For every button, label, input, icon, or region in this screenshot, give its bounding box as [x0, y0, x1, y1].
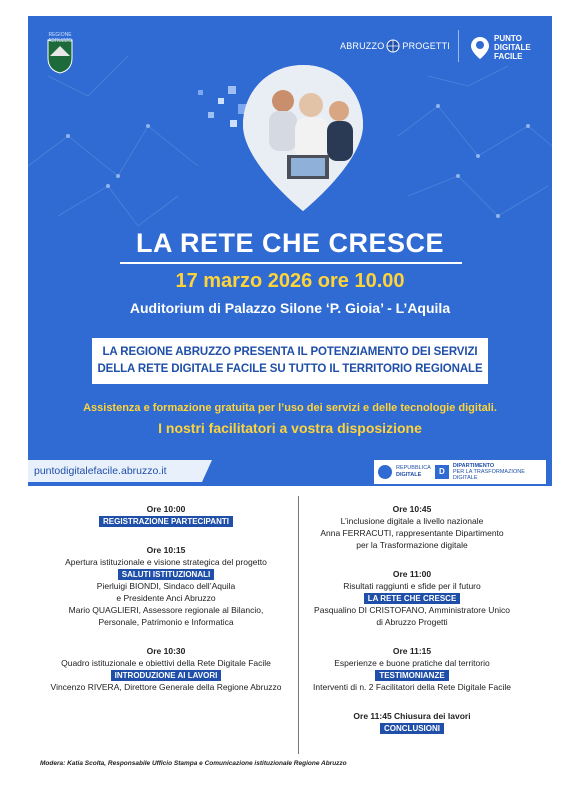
- program-line: Esperienze e buone pratiche dal territorio: [334, 658, 490, 668]
- program-tag: REGISTRAZIONE PARTECIPANTI: [99, 516, 233, 527]
- moderator-note: Modera: Katia Scolta, Responsabile Ufficio Stampa e Comunicazione istituzionale Regione Abruzzo: [40, 760, 347, 767]
- event-date: 17 marzo 2026 ore 10.00: [175, 270, 405, 292]
- program-item: [282, 645, 542, 693]
- program-tag: CONCLUSIONI: [380, 723, 444, 734]
- punto-text: PUNTO: [494, 34, 522, 43]
- program-line: per la Trasformazione digitale: [356, 540, 468, 550]
- abruzzo-progetti-logo: [340, 38, 459, 54]
- program-item: [282, 568, 542, 628]
- program-item: [282, 710, 542, 734]
- program-time: Ore 11:15: [392, 646, 432, 656]
- team-photo-pin-image: [239, 63, 367, 213]
- program-tag: TESTIMONIANZE: [375, 670, 448, 681]
- location-pin-icon: [470, 36, 490, 60]
- assistance-text: Assistenza e formazione gratuita per l’uso dei servizi e delle tecnologie digitali.: [83, 402, 497, 414]
- facilitators-text: I nostri facilitatori a vostra disposizione: [158, 420, 422, 436]
- program-line: Apertura istituzionale e visione strategica del progetto: [65, 557, 267, 567]
- program-line: Quadro istituzionale e obiettivi della Rete Digitale Facile: [61, 658, 271, 668]
- program-time: Ore 11:45 Chiusura dei lavori: [353, 711, 471, 721]
- program-time: Ore 10:45: [392, 504, 432, 514]
- program-item: [36, 645, 296, 693]
- program-line: Pierluigi BIONDI, Sindaco dell’Aquila: [96, 581, 236, 591]
- program-line: L’inclusione digitale a livello nazionale: [340, 516, 484, 526]
- program-line: di Abruzzo Progetti: [376, 617, 448, 627]
- announcement-line-1: LA REGIONE ABRUZZO PRESENTA IL POTENZIAMENTO DEI SERVIZI: [102, 346, 478, 358]
- program-line: Vincenzo RIVERA, Direttore Generale della Regione Abruzzo: [50, 682, 282, 692]
- program-line: Pasqualino DI CRISTOFANO, Amministratore Unico: [314, 605, 510, 615]
- website-link[interactable]: puntodigitalefacile.abruzzo.it: [28, 460, 202, 482]
- dipartimento-text: DIPARTIMENTO: [452, 463, 495, 469]
- title-underline: [120, 262, 462, 264]
- republic-emblem-icon: [378, 465, 392, 479]
- program-right-column: [282, 500, 542, 734]
- program-time: Ore 11:00: [392, 569, 432, 579]
- program-line: Mario QUAGLIERI, Assessore regionale al Bilancio,: [68, 605, 264, 615]
- program-line: Interventi di n. 2 Facilitatori della Rete Digitale Facile: [313, 682, 511, 692]
- globe-icon: [386, 39, 400, 53]
- brand-abruzzo-text: ABRUZZO: [340, 41, 385, 51]
- program-time: Ore 10:30: [146, 646, 186, 656]
- program-line: e Presidente Anci Abruzzo: [116, 593, 216, 603]
- government-logos: [374, 460, 546, 484]
- event-poster-header: [28, 16, 552, 486]
- dip-line-3: DIGITALE: [452, 475, 478, 481]
- program-item: [36, 503, 296, 527]
- digitale-text: DIGITALE: [494, 43, 531, 52]
- facile-text: FACILE: [494, 52, 523, 61]
- repubblica-text: REPUBBLICA: [396, 465, 431, 471]
- program-item: [36, 544, 296, 628]
- program-left-column: [36, 500, 296, 693]
- program-tag: INTRODUZIONE AI LAVORI: [111, 670, 222, 681]
- announcement-line-2: DELLA RETE DIGITALE FACILE SU TUTTO IL TERRITORIO REGIONALE: [97, 363, 483, 375]
- program-line: Anna FERRACUTI, rappresentante Dipartimento: [320, 528, 504, 538]
- dip-line-2: PER LA TRASFORMAZIONE: [452, 469, 525, 475]
- program-item: [282, 503, 542, 551]
- program-time: Ore 10:00: [146, 504, 186, 514]
- program-tag: LA RETE CHE CRESCE: [364, 593, 461, 604]
- event-title: LA RETE CHE CRESCE: [135, 228, 445, 258]
- program-tag: SALUTI ISTITUZIONALI: [118, 569, 214, 580]
- program-line: Personale, Patrimonio e Informatica: [98, 617, 234, 627]
- digitale-label: DIGITALE: [396, 472, 422, 478]
- brand-progetti-text: PROGETTI: [402, 41, 451, 51]
- punto-digitale-facile-logo: [470, 34, 531, 61]
- event-venue: Auditorium di Palazzo Silone ‘P. Gioia’ - L’Aquila: [129, 300, 451, 316]
- announcement-box: [92, 338, 488, 384]
- crest-caption: REGIONE ABRUZZO: [48, 32, 72, 44]
- program-time: Ore 10:15: [146, 545, 186, 555]
- department-d-icon: D: [435, 465, 449, 479]
- program-line: Risultati raggiunti e sfide per il futuro: [343, 581, 481, 591]
